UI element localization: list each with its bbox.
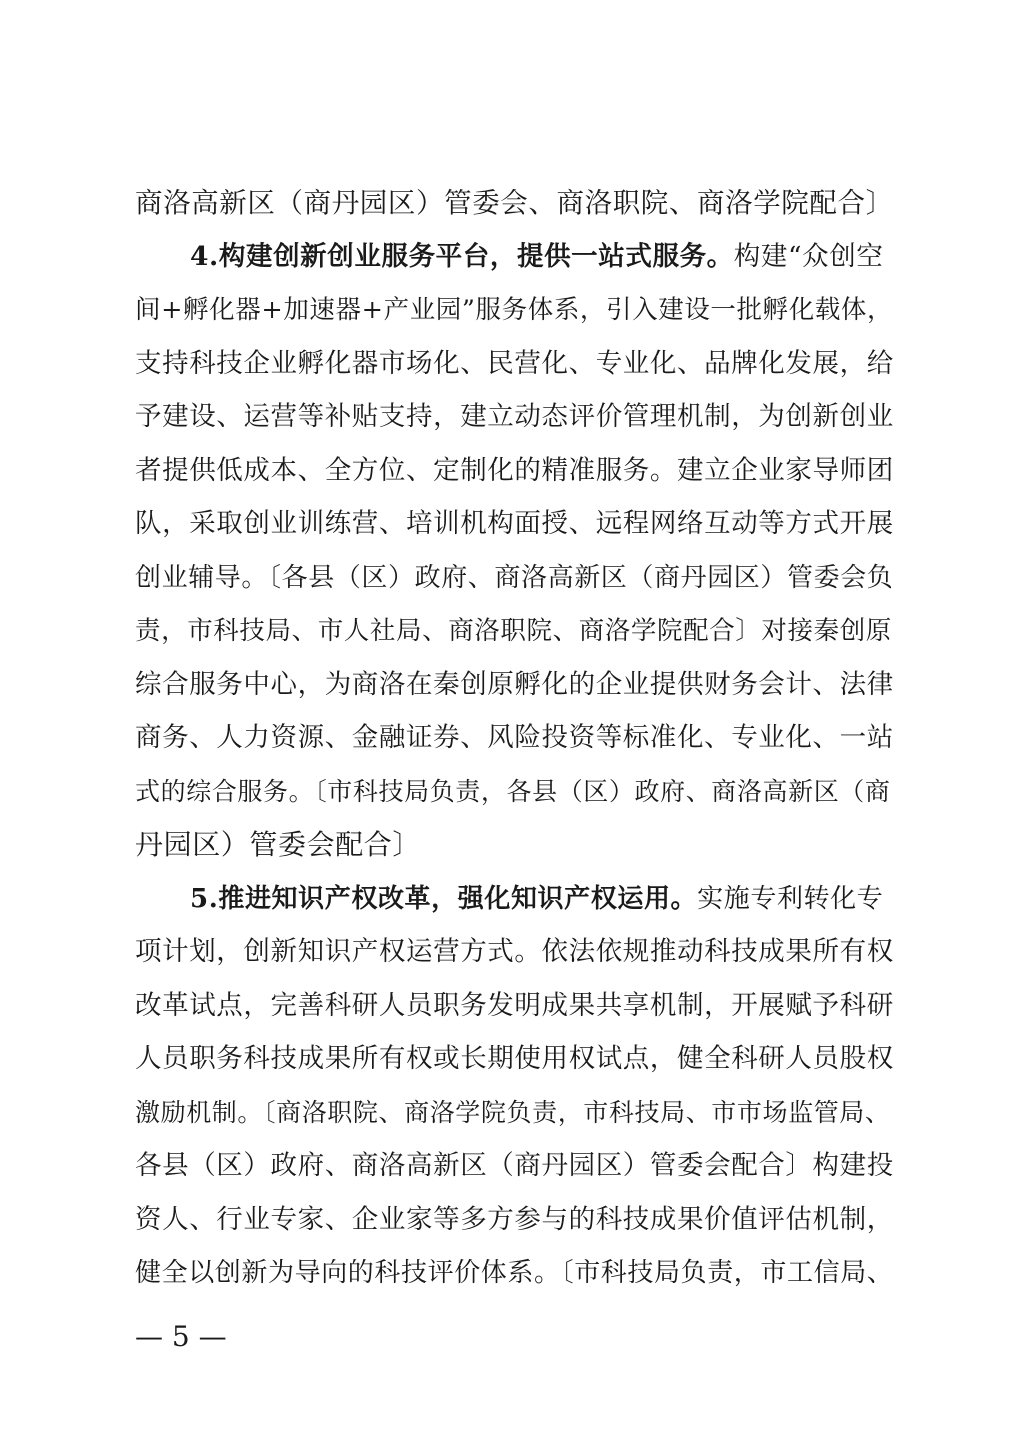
text-line: 项计划，创新知识产权运营方式。依法依规推动科技成果所有权 <box>135 936 894 967</box>
text-line: 予建设、运营等补贴支持，建立动态评价管理机制，为创新创业 <box>135 401 894 432</box>
text-line: 队，采取创业训练营、培训机构面授、远程网络互动等方式开展 <box>135 508 894 539</box>
text-line: 激励机制。〔商洛职院、商洛学院负责，市科技局、市市场监管局、 <box>135 1098 891 1127</box>
page-number: — 5 — <box>135 1320 227 1353</box>
item-5-heading: 5.推进知识产权改革，强化知识产权运用。 <box>190 884 698 914</box>
text-line: 式的综合服务。〔市科技局负责，各县（区）政府、商洛高新区（商 <box>135 777 891 806</box>
item-4-heading: 4.构建创新创业服务平台，提供一站式服务。 <box>190 241 734 272</box>
text-line: 创业辅导。〔各县（区）政府、商洛高新区（商丹园区）管委会负 <box>135 563 894 593</box>
text-line: 各县（区）政府、商洛高新区（商丹园区）管委会配合〕构建投 <box>135 1150 894 1181</box>
item-5-text: 实施专利转化专 <box>697 884 884 914</box>
text-line: 丹园区）管委会配合〕 <box>135 828 422 861</box>
heading-line-item-4 <box>190 240 895 274</box>
text-line: 商务、人力资源、金融证券、风险投资等标准化、专业化、一站 <box>135 722 894 753</box>
text-line: 支持科技企业孵化器市场化、民营化、专业化、品牌化发展，给 <box>135 348 894 379</box>
text-line: 责，市科技局、市人社局、商洛职院、商洛学院配合〕对接秦创原 <box>135 616 892 646</box>
text-line: 改革试点，完善科研人员职务发明成果共享机制，开展赋予科研 <box>135 990 894 1021</box>
heading-line-item-5 <box>190 882 895 916</box>
item-4-text: 构建“众创空 <box>733 241 884 272</box>
text-line: 商洛高新区（商丹园区）管委会、商洛职院、商洛学院配合〕 <box>135 187 894 219</box>
text-line: 健全以创新为导向的科技评价体系。〔市科技局负责，市工信局、 <box>135 1258 894 1288</box>
text-line: 人员职务科技成果所有权或长期使用权试点，健全科研人员股权 <box>135 1043 894 1074</box>
text-line: 间+孵化器+加速器+产业园”服务体系，引入建设一批孵化载体， <box>135 295 894 325</box>
text-line: 者提供低成本、全方位、定制化的精准服务。建立企业家导师团 <box>135 455 894 486</box>
text-line: 综合服务中心，为商洛在秦创原孵化的企业提供财务会计、法律 <box>135 669 894 700</box>
text-line: 资人、行业专家、企业家等多方参与的科技成果价值评估机制， <box>135 1204 894 1235</box>
